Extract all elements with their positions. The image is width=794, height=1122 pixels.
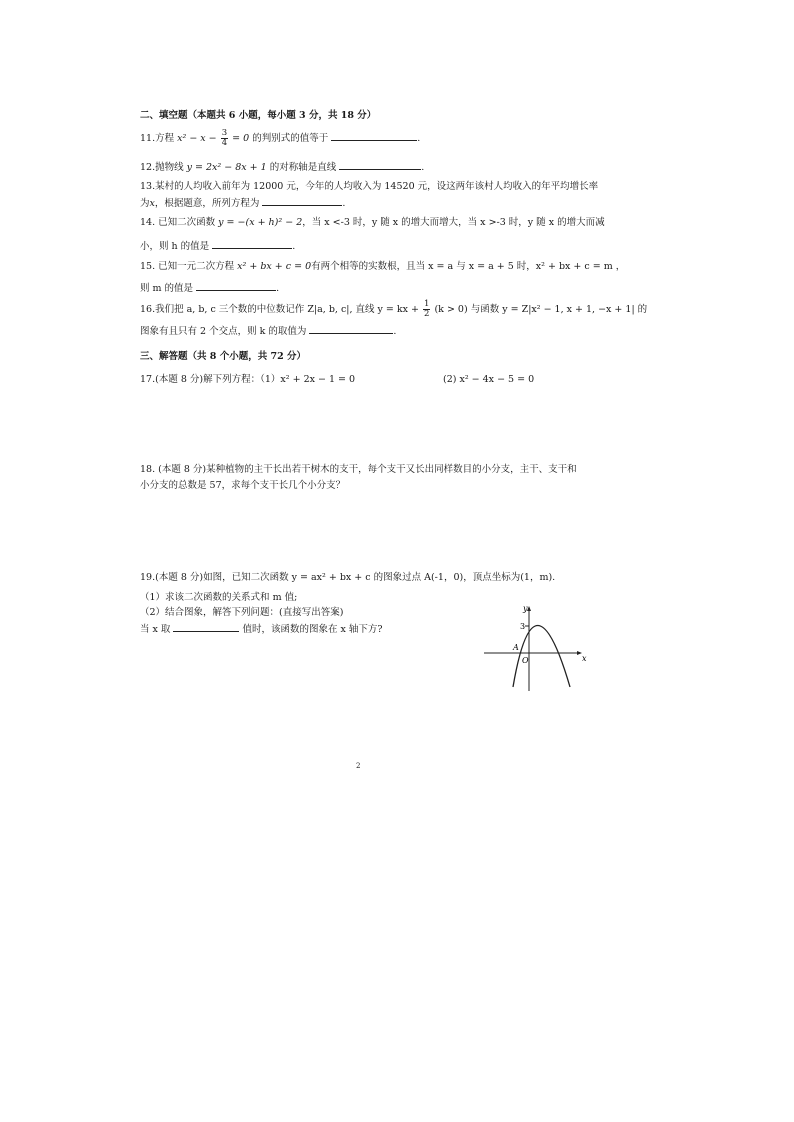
- question-18-line-2: 小分支的总数是 57，求每个支干长几个小分支？: [140, 480, 346, 491]
- q15-end: .: [276, 283, 280, 294]
- q16-fraction: [423, 300, 430, 319]
- question-17: 17.(本题 8 分)解下列方程：（1）x² + 2x − 1 = 0: [140, 374, 356, 385]
- question-19-part-3: [140, 621, 382, 637]
- q14-answer-blank[interactable]: [212, 238, 292, 249]
- tick-label-3: 3: [520, 622, 526, 631]
- point-a-label: A: [513, 643, 519, 652]
- q11-equation-a: x² − x −: [177, 133, 217, 144]
- question-18-line-1: 18. (本题 8 分)某种植物的主干长出若干树木的支干，每个支干又长出同样数目的小分支，主干、支干和: [140, 464, 577, 475]
- q13-end: .: [342, 198, 346, 209]
- q14-line1-a: 14. 已知二次函数: [140, 217, 216, 228]
- question-14-line-1: [140, 216, 605, 230]
- question-15-line-2: [140, 280, 279, 296]
- q15-line1-b: 有两个相等的实数根，且当 x = a 与 x = a + 5 时，x² + bx + c = m ，: [311, 261, 626, 272]
- q11-end: .: [417, 133, 421, 144]
- q16-frac-num: 1: [424, 299, 430, 309]
- q11-equation-b: = 0: [232, 133, 250, 144]
- q14-line2-a: 小，则 h 的值是: [140, 241, 210, 252]
- page-number: 2: [356, 762, 361, 770]
- q16-line1-a: 16.我们把 a, b, c 三个数的中位数记作 Z|a, b, c|, 直线 y = kx +: [140, 304, 419, 315]
- q12-suffix: 的对称轴是直线: [269, 162, 337, 173]
- question-19-part-2: （2）结合图象，解答下列问题：(直接写出答案): [140, 607, 344, 618]
- q19-part3-a: 当 x 取: [140, 624, 171, 635]
- question-15-line-1: [140, 260, 625, 274]
- q16-answer-blank[interactable]: [309, 323, 393, 334]
- q15-equation: x² + bx + c = 0: [237, 261, 312, 272]
- q12-answer-blank[interactable]: [339, 159, 421, 170]
- q11-prefix: 11.方程: [140, 133, 175, 144]
- q14-end: .: [292, 241, 296, 252]
- question-16-line-1: [140, 300, 647, 319]
- question-17-part-2: (2) x² − 4x − 5 = 0: [443, 374, 535, 385]
- q11-suffix: 的判别式的值等于: [252, 133, 329, 144]
- q15-line2-a: 则 m 的值是: [140, 283, 194, 294]
- q11-frac-num: 3: [221, 128, 228, 138]
- question-12: [140, 159, 424, 175]
- q16-line2-a: 图象有且只有 2 个交点，则 k 的取值为: [140, 326, 307, 337]
- question-11: [140, 129, 420, 148]
- q14-line1-b: ，当 x <-3 时，y 随 x 的增大而增大，当 x >-3 时，y 随 x 的增大而减: [302, 217, 605, 228]
- q12-equation: y = 2x² − 8x + 1: [186, 162, 267, 173]
- q19-part3-b: 值时，该函数的图象在 x 轴下方?: [242, 624, 383, 635]
- q11-frac-den: 4: [221, 138, 228, 148]
- parabola-graph: [484, 603, 588, 693]
- q12-end: .: [421, 162, 425, 173]
- question-19-part-1: （1）求该二次函数的关系式和 m 值;: [140, 592, 298, 603]
- q12-prefix: 12.抛物线: [140, 162, 184, 173]
- q16-line1-b: (k > 0) 与函数 y = Z|x² − 1, x + 1, −x + 1| 的: [434, 304, 648, 315]
- y-axis-arrow-icon: [527, 606, 531, 611]
- question-14-line-2: [140, 238, 295, 254]
- q13-line2-b: ，根据题意，所列方程为: [154, 198, 260, 209]
- origin-label: O: [522, 656, 529, 665]
- q15-answer-blank[interactable]: [196, 280, 276, 291]
- section-title-fill-blank: 二、填空题（本题共 6 小题，每小题 3 分，共 18 分）: [140, 110, 377, 121]
- q13-variable: x: [149, 198, 155, 209]
- y-axis-label: y: [523, 604, 528, 613]
- question-13-line-2: [140, 195, 345, 211]
- q14-equation: y = −(x + h)² − 2: [218, 217, 303, 228]
- q16-frac-den: 2: [424, 309, 430, 319]
- q11-fraction: [221, 129, 228, 148]
- question-13-line-1: 13.某村的人均收入前年为 12000 元，今年的人均收入为 14520 元，设这两年该村人均收入的年平均增长率: [140, 181, 599, 192]
- q16-end: .: [393, 326, 397, 337]
- x-axis-label: x: [582, 654, 587, 663]
- question-16-line-2: [140, 323, 396, 339]
- question-19-line-1: 19.(本题 8 分)如图，已知二次函数 y = ax² + bx + c 的图象过点 A(-1，0)，顶点坐标为(1，m).: [140, 572, 556, 583]
- q19-answer-blank[interactable]: [173, 621, 239, 632]
- q13-line2-a: 为: [140, 198, 150, 209]
- q13-answer-blank[interactable]: [262, 195, 342, 206]
- q15-line1-a: 15. 已知一元二次方程: [140, 261, 235, 272]
- q11-answer-blank[interactable]: [331, 130, 417, 141]
- section-title-solutions: 三、解答题（共 8 个小题，共 72 分）: [140, 351, 307, 362]
